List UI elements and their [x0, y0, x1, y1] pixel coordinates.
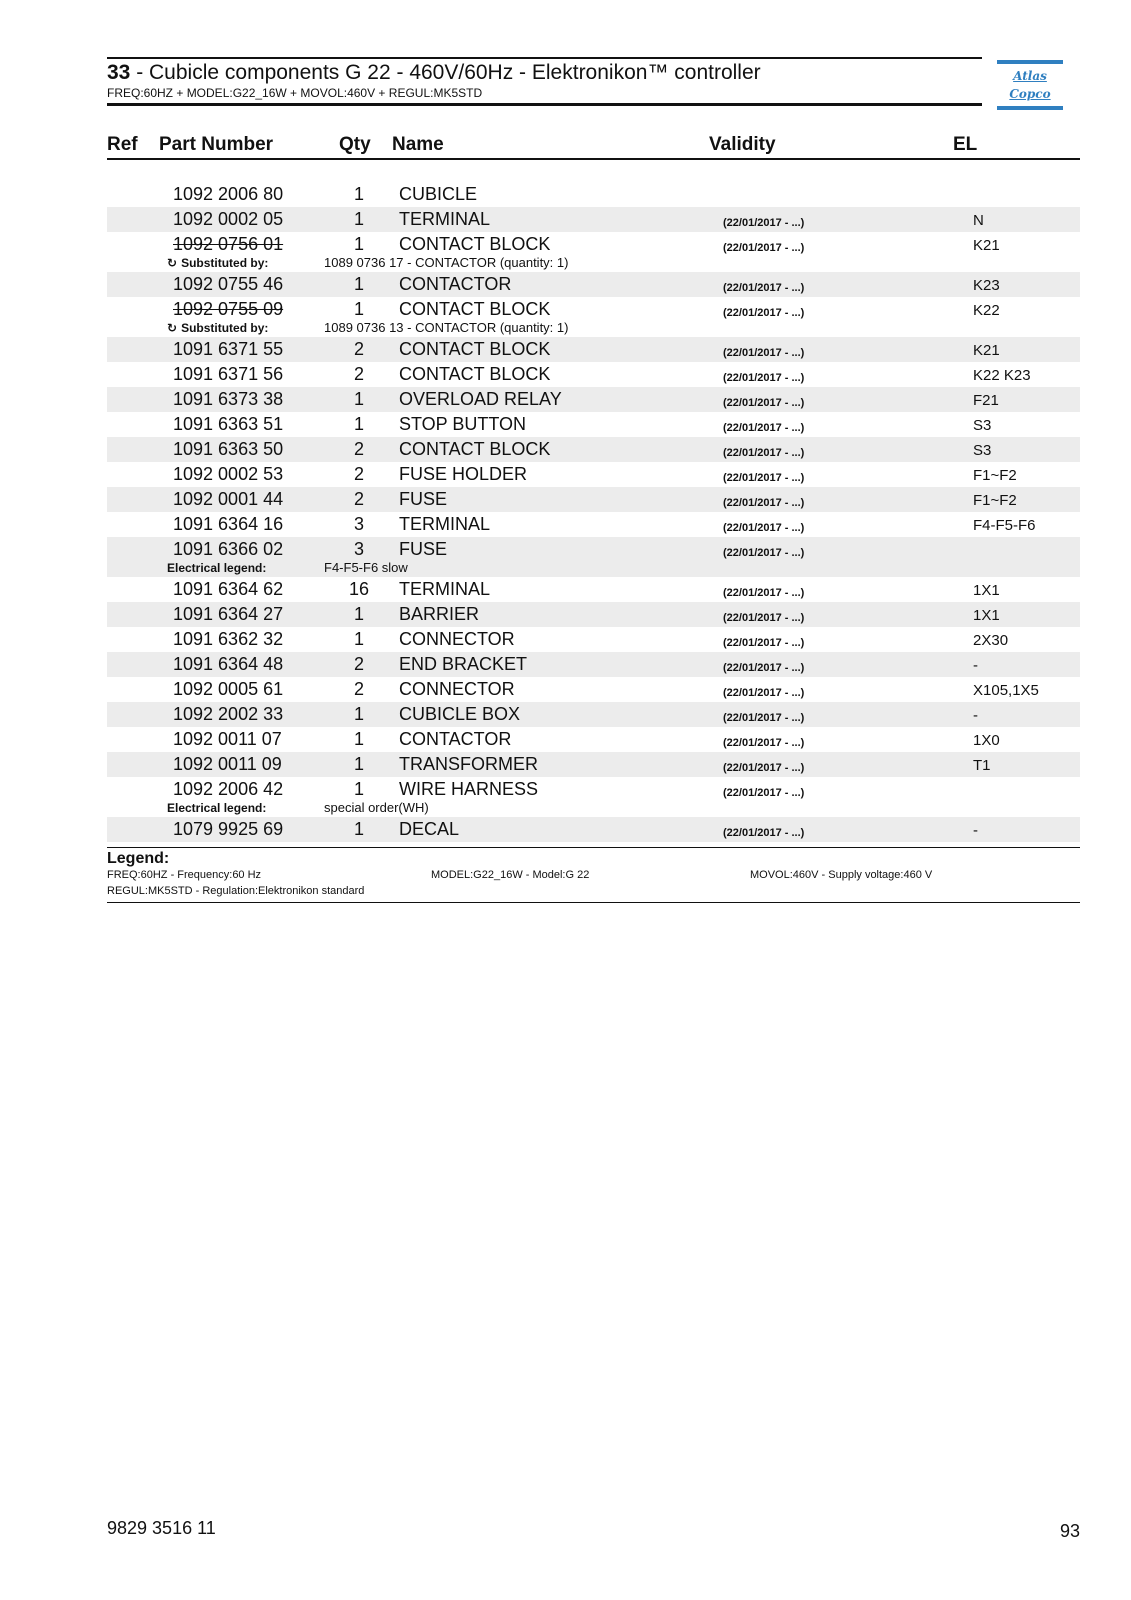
- electrical-code: F21: [973, 392, 999, 409]
- legend-line-2: [107, 884, 1080, 900]
- table-row: [107, 627, 1080, 652]
- document-number: 9829 3516 11: [107, 1518, 216, 1538]
- quantity: 1: [353, 389, 364, 409]
- part-name: STOP BUTTON: [399, 414, 527, 434]
- col-ref: Ref: [107, 134, 138, 155]
- part-name: TERMINAL: [399, 514, 491, 534]
- quantity: 1: [353, 274, 364, 294]
- quantity: 2: [353, 439, 364, 459]
- table-row: [107, 362, 1080, 387]
- part-number: 1092 2006 42: [173, 779, 284, 799]
- legend-model: MODEL:G22_16W - Model:G 22: [431, 869, 590, 881]
- validity: (22/01/2017 - ...): [723, 787, 805, 799]
- electrical-code: -: [973, 707, 978, 724]
- legend-title: Legend:: [107, 850, 170, 867]
- validity: (22/01/2017 - ...): [723, 662, 805, 674]
- table-row: [107, 727, 1080, 752]
- part-name: CONTACT BLOCK: [399, 339, 551, 359]
- validity: (22/01/2017 - ...): [723, 372, 805, 384]
- sub-label-text: Substituted by:: [181, 256, 269, 270]
- validity: (22/01/2017 - ...): [723, 397, 805, 409]
- validity: (22/01/2017 - ...): [723, 612, 805, 624]
- validity: (22/01/2017 - ...): [723, 587, 805, 599]
- header-rule-bottom: [107, 103, 982, 106]
- part-number: 1091 6373 38: [173, 389, 284, 409]
- page-subtitle: FREQ:60HZ + MODEL:G22_16W + MOVOL:460V + REGUL:MK5STD: [107, 86, 483, 100]
- table-row: [107, 777, 1080, 817]
- electrical-legend-label: [167, 801, 266, 815]
- table-header: [107, 132, 1080, 160]
- col-el: EL: [953, 134, 978, 155]
- table-row: [107, 652, 1080, 677]
- part-name: CONTACTOR: [399, 274, 512, 294]
- logo-bar-top: [997, 60, 1063, 64]
- quantity: 1: [353, 234, 364, 254]
- part-number: 1091 6364 27: [173, 604, 284, 624]
- electrical-code: T1: [973, 757, 991, 774]
- electrical-code: K21: [973, 237, 1000, 254]
- part-number: 1091 6371 56: [173, 364, 284, 384]
- quantity: 1: [353, 604, 364, 624]
- table-row: [107, 297, 1080, 337]
- quantity: 2: [353, 464, 364, 484]
- legend-line-1: [107, 868, 1080, 884]
- quantity: 1: [353, 209, 364, 229]
- part-number: 1092 0011 07: [173, 729, 282, 749]
- quantity: 2: [353, 654, 364, 674]
- quantity: 1: [353, 414, 364, 434]
- part-number: 1091 6371 55: [173, 339, 284, 359]
- electrical-code: K21: [973, 342, 1000, 359]
- part-name: END BRACKET: [399, 654, 528, 674]
- table-row: [107, 437, 1080, 462]
- col-part-number: Part Number: [159, 134, 274, 155]
- part-name: FUSE: [399, 489, 448, 509]
- part-name: CONTACT BLOCK: [399, 439, 551, 459]
- quantity: 2: [353, 339, 364, 359]
- sub-label-text: Electrical legend:: [167, 801, 267, 815]
- electrical-code: F1~F2: [973, 467, 1017, 484]
- electrical-code: K23: [973, 277, 1000, 294]
- quantity: 2: [353, 679, 364, 699]
- section-title: - Cubicle components G 22 - 460V/60Hz - Elektronikon™ controller: [130, 61, 761, 84]
- part-number: 1092 0755 09: [173, 299, 284, 319]
- sub-value: 1089 0736 17 - CONTACTOR (quantity: 1): [324, 255, 569, 270]
- part-name: CONTACT BLOCK: [399, 234, 551, 254]
- quantity: 1: [353, 819, 364, 839]
- logo-bar-bottom: [997, 106, 1063, 110]
- table-row: [107, 602, 1080, 627]
- table-row: [107, 412, 1080, 437]
- validity: (22/01/2017 - ...): [723, 282, 805, 294]
- part-name: TRANSFORMER: [399, 754, 538, 774]
- quantity: 2: [353, 489, 364, 509]
- quantity: 3: [353, 514, 364, 534]
- part-name: CONNECTOR: [399, 629, 515, 649]
- quantity: 1: [353, 704, 364, 724]
- part-number: 1092 2006 80: [173, 184, 284, 204]
- part-number: 1092 0755 46: [173, 274, 284, 294]
- electrical-code: N: [973, 212, 984, 229]
- legend-freq: FREQ:60HZ - Frequency:60 Hz: [107, 869, 262, 881]
- electrical-legend-label: [167, 561, 266, 575]
- sub-value: 1089 0736 13 - CONTACTOR (quantity: 1): [324, 320, 569, 335]
- table-row: [107, 232, 1080, 272]
- part-name: CONNECTOR: [399, 679, 515, 699]
- part-name: OVERLOAD RELAY: [399, 389, 562, 409]
- col-name: Name: [392, 134, 444, 155]
- part-name: DECAL: [399, 819, 460, 839]
- validity: (22/01/2017 - ...): [723, 497, 805, 509]
- part-name: WIRE HARNESS: [399, 779, 539, 799]
- table-row: [107, 337, 1080, 362]
- substitute-icon: ↻: [167, 321, 178, 335]
- validity: (22/01/2017 - ...): [723, 827, 805, 839]
- table-row: [107, 752, 1080, 777]
- part-number: 1091 6362 32: [173, 629, 284, 649]
- validity: (22/01/2017 - ...): [723, 447, 805, 459]
- electrical-code: S3: [973, 417, 992, 434]
- part-name: CUBICLE BOX: [399, 704, 521, 724]
- table-row: [107, 182, 1080, 207]
- quantity: 1: [353, 754, 364, 774]
- part-name: CONTACT BLOCK: [399, 299, 551, 319]
- electrical-code: F1~F2: [973, 492, 1017, 509]
- col-qty: Qty: [339, 134, 371, 155]
- part-number: 1091 6364 62: [173, 579, 284, 599]
- table-row: [107, 512, 1080, 537]
- page-number: 93: [1059, 1521, 1080, 1541]
- validity: (22/01/2017 - ...): [723, 547, 805, 559]
- validity: (22/01/2017 - ...): [723, 522, 805, 534]
- part-number: 1091 6364 16: [173, 514, 284, 534]
- quantity: 1: [353, 779, 364, 799]
- electrical-code: 1X1: [973, 607, 1000, 624]
- part-number: 1092 0001 44: [173, 489, 284, 509]
- table-row: [107, 537, 1080, 577]
- part-number: 1092 0756 01: [173, 234, 284, 254]
- substitute-icon: ↻: [167, 256, 178, 270]
- validity: (22/01/2017 - ...): [723, 307, 805, 319]
- validity: (22/01/2017 - ...): [723, 347, 805, 359]
- part-number: 1092 0005 61: [173, 679, 284, 699]
- quantity: 3: [353, 539, 364, 559]
- part-number: 1091 6364 48: [173, 654, 284, 674]
- validity: (22/01/2017 - ...): [723, 422, 805, 434]
- validity: (22/01/2017 - ...): [723, 637, 805, 649]
- legend: [107, 847, 1080, 903]
- electrical-code: 1X0: [973, 732, 1000, 749]
- validity: (22/01/2017 - ...): [723, 737, 805, 749]
- legend-regul: REGUL:MK5STD - Regulation:Elektronikon standard: [107, 885, 365, 897]
- quantity: 1: [353, 299, 364, 319]
- electrical-code: -: [973, 822, 978, 839]
- validity: (22/01/2017 - ...): [723, 242, 805, 254]
- electrical-code: F4-F5-F6: [973, 517, 1036, 534]
- substituted-by-label: [167, 321, 268, 335]
- table-row: [107, 577, 1080, 602]
- section-number: 33: [107, 61, 131, 84]
- table-row: [107, 207, 1080, 232]
- part-number: 1091 6366 02: [173, 539, 284, 559]
- part-name: CUBICLE: [399, 184, 478, 204]
- legend-movol: MOVOL:460V - Supply voltage:460 V: [750, 869, 933, 881]
- quantity: 1: [353, 729, 364, 749]
- electrical-code: S3: [973, 442, 992, 459]
- atlas-copco-logo: [997, 60, 1063, 101]
- part-number: 1092 0002 05: [173, 209, 284, 229]
- logo-text: Atlas Copco: [1009, 69, 1051, 101]
- validity: (22/01/2017 - ...): [723, 712, 805, 724]
- table-row: [107, 487, 1080, 512]
- electrical-code: X105,1X5: [973, 682, 1039, 699]
- quantity: 2: [353, 364, 364, 384]
- validity: (22/01/2017 - ...): [723, 762, 805, 774]
- validity: (22/01/2017 - ...): [723, 687, 805, 699]
- electrical-code: 1X1: [973, 582, 1000, 599]
- validity: (22/01/2017 - ...): [723, 472, 805, 484]
- sub-label-text: Substituted by:: [181, 321, 269, 335]
- header-rule-top: [107, 57, 982, 59]
- part-name: FUSE: [399, 539, 448, 559]
- electrical-code: 2X30: [973, 632, 1009, 649]
- page-header: [107, 57, 982, 106]
- part-name: TERMINAL: [399, 579, 491, 599]
- electrical-code: K22 K23: [973, 367, 1031, 384]
- part-name: BARRIER: [399, 604, 480, 624]
- table-row: [107, 702, 1080, 727]
- table-row: [107, 272, 1080, 297]
- parts-table: [107, 182, 1080, 842]
- table-row: [107, 817, 1080, 842]
- electrical-code: K22: [973, 302, 1000, 319]
- part-name: FUSE HOLDER: [399, 464, 528, 484]
- table-row: [107, 462, 1080, 487]
- table-row: [107, 387, 1080, 412]
- part-name: TERMINAL: [399, 209, 491, 229]
- substituted-by-label: [167, 256, 268, 270]
- validity: (22/01/2017 - ...): [723, 217, 805, 229]
- quantity: 1: [353, 629, 364, 649]
- sub-value: special order(WH): [324, 800, 429, 815]
- col-validity: Validity: [709, 134, 776, 155]
- part-number: 1091 6363 50: [173, 439, 284, 459]
- sub-label-text: Electrical legend:: [167, 561, 267, 575]
- quantity: 16: [348, 579, 370, 599]
- table-row: [107, 677, 1080, 702]
- sub-value: F4-F5-F6 slow: [324, 560, 408, 575]
- part-number: 1092 0002 53: [173, 464, 284, 484]
- quantity: 1: [353, 184, 364, 204]
- part-number: 1092 2002 33: [173, 704, 284, 724]
- page-title: [107, 61, 982, 85]
- part-number: 1092 0011 09: [173, 754, 282, 774]
- part-number: 1091 6363 51: [173, 414, 284, 434]
- legend-rule: [107, 902, 1080, 903]
- part-number: 1079 9925 69: [173, 819, 284, 839]
- part-name: CONTACT BLOCK: [399, 364, 551, 384]
- electrical-code: -: [973, 657, 978, 674]
- part-name: CONTACTOR: [399, 729, 512, 749]
